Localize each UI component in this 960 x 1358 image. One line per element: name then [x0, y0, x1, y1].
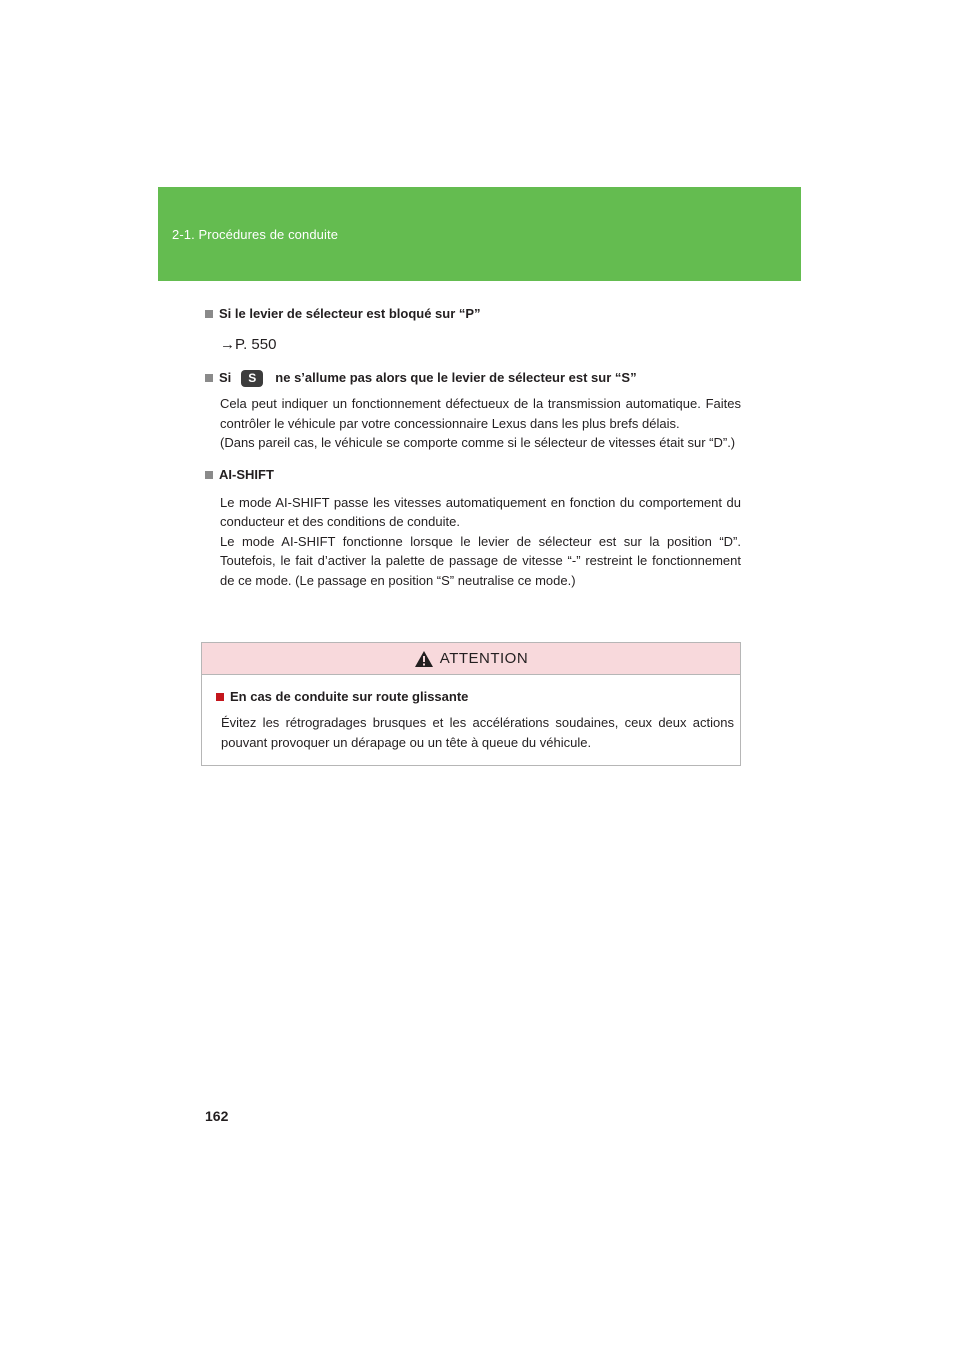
page-number: 162	[205, 1108, 229, 1124]
heading-text-pre: Si	[219, 370, 232, 385]
warning-heading	[216, 687, 734, 707]
section-heading	[205, 304, 741, 324]
bullet-square-icon	[205, 471, 213, 479]
heading-text: Si le levier de sélecteur est bloqué sur “P”	[219, 306, 481, 321]
section-ai-shift	[205, 465, 741, 591]
section-lever-locked	[205, 304, 741, 356]
warning-triangle-icon	[414, 650, 434, 668]
main-content	[205, 304, 741, 590]
warning-body	[202, 675, 740, 752]
heading-text-post: ne s’allume pas alors que le levier de sélecteur est sur “S”	[275, 370, 637, 385]
section-heading	[205, 368, 741, 388]
chapter-header-band	[158, 187, 801, 281]
paragraph: Le mode AI-SHIFT passe les vitesses automatiquement en fonction du comportement du conducteur et des conditions de conduite.	[220, 494, 741, 529]
paragraph: Le mode AI-SHIFT fonctionne lorsque le levier de sélecteur est sur la position “D”. Toutefois, le fait d’activer la palette de passage de vitesse “-” restreint le fonctionnement de ce mode. (Le passage en position “S” neutralise ce mode.)	[220, 533, 741, 588]
bullet-square-icon	[205, 374, 213, 382]
page-reference: →P. 550	[220, 336, 277, 353]
paragraph: (Dans pareil cas, le véhicule se comporte comme si le sélecteur de vitesses était sur “D”.)	[220, 435, 736, 450]
warning-title: ATTENTION	[439, 650, 529, 667]
warning-header	[202, 643, 740, 675]
warning-box	[201, 642, 741, 766]
bullet-square-icon	[205, 310, 213, 318]
heading-text: En cas de conduite sur route glissante	[230, 689, 469, 704]
warning-text: Évitez les rétrogradages brusques et les accélérations soudaines, ceux deux actions pouvant provoquer un dérapage ou un tête à queue du véhicule.	[221, 715, 734, 750]
chapter-title: 2-1. Procédures de conduite	[172, 227, 339, 242]
section-s-indicator	[205, 368, 741, 453]
s-indicator-icon: S	[241, 370, 263, 387]
section-heading	[205, 465, 741, 485]
paragraph: Cela peut indiquer un fonctionnement défectueux de la transmission automatique. Faites contrôler le véhicule par votre concessionnaire Lexus dans les plus brefs délais.	[220, 396, 741, 431]
bullet-square-icon	[216, 693, 224, 701]
heading-text: AI-SHIFT	[219, 466, 274, 482]
